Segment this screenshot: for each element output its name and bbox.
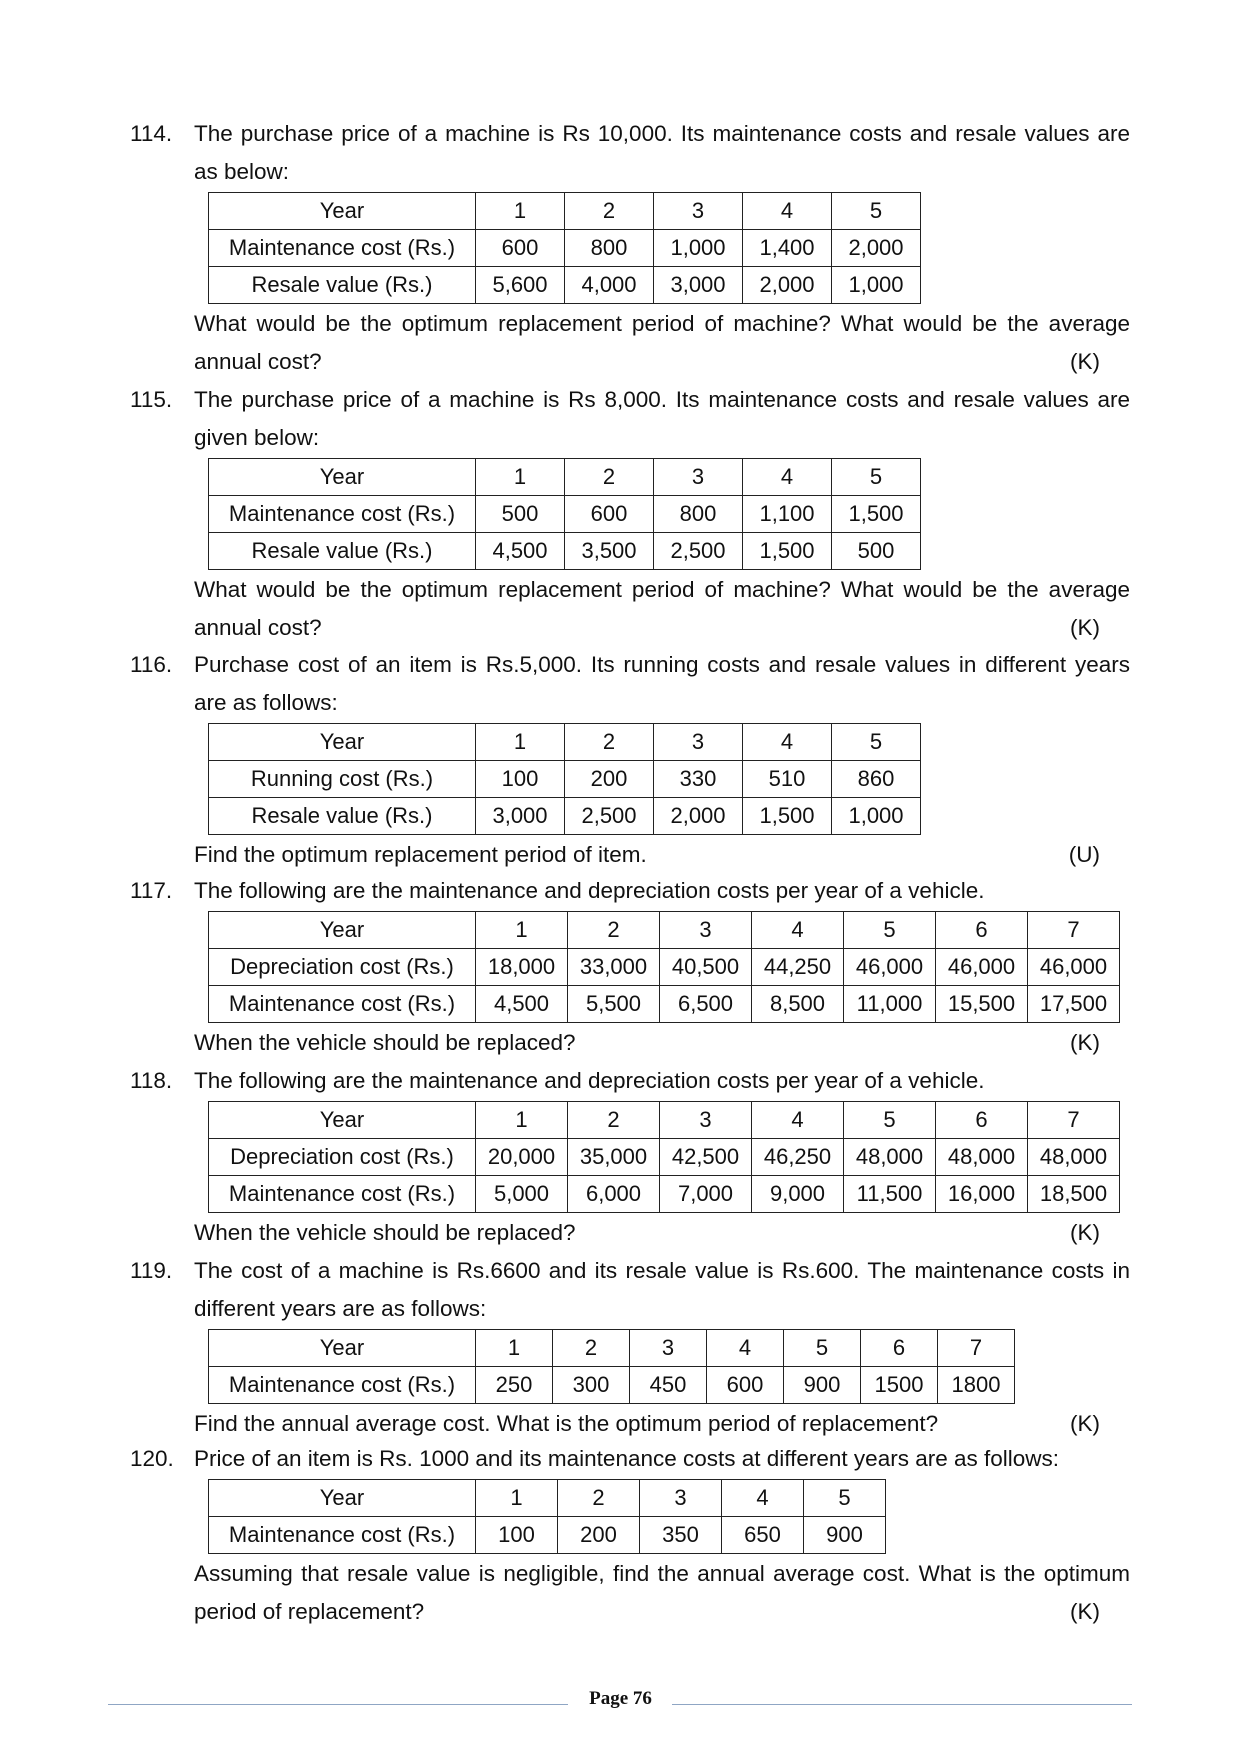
table-cell: 1,400 bbox=[743, 230, 832, 267]
table-cell: 1,100 bbox=[743, 496, 832, 533]
table-cell: 48,000 bbox=[1028, 1139, 1120, 1176]
table-cell: 5 bbox=[832, 193, 921, 230]
table-cell: Year bbox=[209, 193, 476, 230]
table-cell: 1 bbox=[476, 459, 565, 496]
table-cell: 1 bbox=[476, 1102, 568, 1139]
table-row bbox=[209, 496, 921, 533]
table-row bbox=[209, 230, 921, 267]
table-cell: 1,000 bbox=[832, 798, 921, 835]
question-115 bbox=[130, 381, 1130, 647]
data-table bbox=[208, 458, 921, 570]
table-row bbox=[209, 949, 1120, 986]
question-text: When the vehicle should be replaced? bbox=[194, 1030, 576, 1055]
table-cell: 6 bbox=[936, 1102, 1028, 1139]
table-cell: 600 bbox=[707, 1367, 784, 1404]
question-number: 120. bbox=[130, 1446, 174, 1471]
table-row bbox=[209, 1102, 1120, 1139]
table-cell: 3 bbox=[654, 459, 743, 496]
table-cell: Maintenance cost (Rs.) bbox=[209, 1176, 476, 1213]
table-row bbox=[209, 912, 1120, 949]
table-row bbox=[209, 459, 921, 496]
table-cell: 2,000 bbox=[832, 230, 921, 267]
table-cell: 4 bbox=[707, 1330, 784, 1367]
table-cell: 330 bbox=[654, 761, 743, 798]
table-cell: 1 bbox=[476, 912, 568, 949]
table-cell: 200 bbox=[565, 761, 654, 798]
table-cell: 1,000 bbox=[654, 230, 743, 267]
table-cell: 3,000 bbox=[476, 798, 565, 835]
page-footer bbox=[0, 1688, 1241, 1718]
table-cell: 6 bbox=[936, 912, 1028, 949]
table-row bbox=[209, 193, 921, 230]
table-cell: 4 bbox=[743, 459, 832, 496]
table-cell: 3 bbox=[630, 1330, 707, 1367]
table-cell: 4 bbox=[743, 193, 832, 230]
question-120 bbox=[130, 1440, 1130, 1631]
table-cell: 6 bbox=[861, 1330, 938, 1367]
difficulty-tag: (K) bbox=[1070, 349, 1100, 374]
table-cell: 250 bbox=[476, 1367, 553, 1404]
table-cell: 500 bbox=[476, 496, 565, 533]
table-cell: 6,500 bbox=[660, 986, 752, 1023]
table-cell: 5 bbox=[784, 1330, 861, 1367]
table-cell: 2 bbox=[565, 193, 654, 230]
question-116 bbox=[130, 646, 1130, 874]
table-cell: 4,000 bbox=[565, 267, 654, 304]
difficulty-tag: (K) bbox=[1070, 1599, 1100, 1624]
table-cell: Maintenance cost (Rs.) bbox=[209, 230, 476, 267]
question-text: are as follows: bbox=[194, 690, 338, 715]
question-text: Purchase cost of an item is Rs.5,000. Its running costs and resale values in different years bbox=[194, 652, 1130, 677]
table-cell: 300 bbox=[553, 1367, 630, 1404]
table-cell: 7 bbox=[938, 1330, 1015, 1367]
table-cell: 7 bbox=[1028, 912, 1120, 949]
table-row bbox=[209, 798, 921, 835]
data-table bbox=[208, 911, 1120, 1023]
question-text: What would be the optimum replacement period of machine? What would be the average bbox=[194, 311, 1130, 336]
table-cell: 46,000 bbox=[936, 949, 1028, 986]
table-cell: 5,500 bbox=[568, 986, 660, 1023]
table-cell: 100 bbox=[476, 1517, 558, 1554]
table-cell: 11,000 bbox=[844, 986, 936, 1023]
table-cell: 2 bbox=[568, 1102, 660, 1139]
table-cell: 46,000 bbox=[1028, 949, 1120, 986]
table-cell: 1 bbox=[476, 1480, 558, 1517]
difficulty-tag: (K) bbox=[1070, 1220, 1100, 1245]
table-cell: Year bbox=[209, 1480, 476, 1517]
table-cell: 3 bbox=[660, 912, 752, 949]
question-text: The following are the maintenance and depreciation costs per year of a vehicle. bbox=[194, 1068, 985, 1093]
table-cell: 18,000 bbox=[476, 949, 568, 986]
table-cell: 44,250 bbox=[752, 949, 844, 986]
table-cell: 7,000 bbox=[660, 1176, 752, 1213]
table-cell: 6,000 bbox=[568, 1176, 660, 1213]
table-cell: Year bbox=[209, 1102, 476, 1139]
table-cell: 35,000 bbox=[568, 1139, 660, 1176]
table-cell: 860 bbox=[832, 761, 921, 798]
table-cell: 3,500 bbox=[565, 533, 654, 570]
question-119 bbox=[130, 1252, 1130, 1443]
table-cell: 350 bbox=[640, 1517, 722, 1554]
table-row bbox=[209, 267, 921, 304]
table-cell: 3 bbox=[654, 193, 743, 230]
table-cell: 48,000 bbox=[844, 1139, 936, 1176]
data-table bbox=[208, 1101, 1120, 1213]
table-cell: 48,000 bbox=[936, 1139, 1028, 1176]
table-cell: Maintenance cost (Rs.) bbox=[209, 496, 476, 533]
question-number: 115. bbox=[130, 387, 173, 412]
table-cell: 2,000 bbox=[743, 267, 832, 304]
table-cell: 5 bbox=[832, 459, 921, 496]
question-text: The purchase price of a machine is Rs 8,000. Its maintenance costs and resale values are bbox=[194, 387, 1130, 412]
table-cell: Depreciation cost (Rs.) bbox=[209, 949, 476, 986]
table-cell: 3 bbox=[654, 724, 743, 761]
data-table bbox=[208, 192, 921, 304]
table-cell: 1 bbox=[476, 1330, 553, 1367]
table-cell: 900 bbox=[804, 1517, 886, 1554]
table-cell: 18,500 bbox=[1028, 1176, 1120, 1213]
table-cell: 1,000 bbox=[832, 267, 921, 304]
table-cell: 1,500 bbox=[743, 798, 832, 835]
question-text: The purchase price of a machine is Rs 10,000. Its maintenance costs and resale values are bbox=[194, 121, 1130, 146]
table-row bbox=[209, 724, 921, 761]
question-117 bbox=[130, 872, 1130, 1062]
question-text: Find the annual average cost. What is the optimum period of replacement? bbox=[194, 1411, 939, 1436]
table-cell: 1500 bbox=[861, 1367, 938, 1404]
data-table bbox=[208, 1479, 886, 1554]
table-cell: 200 bbox=[558, 1517, 640, 1554]
table-cell: 2,000 bbox=[654, 798, 743, 835]
question-number: 118. bbox=[130, 1068, 173, 1093]
table-cell: 2 bbox=[565, 459, 654, 496]
table-cell: Year bbox=[209, 724, 476, 761]
table-cell: 46,000 bbox=[844, 949, 936, 986]
question-114 bbox=[130, 115, 1130, 381]
question-text: Find the optimum replacement period of item. bbox=[194, 842, 647, 867]
table-cell: 600 bbox=[476, 230, 565, 267]
table-cell: 9,000 bbox=[752, 1176, 844, 1213]
table-cell: 2 bbox=[568, 912, 660, 949]
question-text: Assuming that resale value is negligible, find the annual average cost. What is the optimum bbox=[194, 1561, 1130, 1586]
table-cell: 4 bbox=[743, 724, 832, 761]
table-cell: 450 bbox=[630, 1367, 707, 1404]
table-cell: 46,250 bbox=[752, 1139, 844, 1176]
table-row bbox=[209, 1176, 1120, 1213]
table-cell: 15,500 bbox=[936, 986, 1028, 1023]
table-cell: 800 bbox=[654, 496, 743, 533]
question-text: The following are the maintenance and depreciation costs per year of a vehicle. bbox=[194, 878, 985, 903]
question-text: annual cost? bbox=[194, 349, 322, 374]
table-row bbox=[209, 1330, 1015, 1367]
question-text: Price of an item is Rs. 1000 and its maintenance costs at different years are as follows: bbox=[194, 1446, 1060, 1471]
table-cell: Year bbox=[209, 912, 476, 949]
table-cell: 16,000 bbox=[936, 1176, 1028, 1213]
table-cell: Year bbox=[209, 459, 476, 496]
table-row bbox=[209, 761, 921, 798]
data-table bbox=[208, 723, 921, 835]
table-cell: 500 bbox=[832, 533, 921, 570]
table-cell: 4 bbox=[722, 1480, 804, 1517]
table-row bbox=[209, 533, 921, 570]
table-row bbox=[209, 1367, 1015, 1404]
table-cell: 800 bbox=[565, 230, 654, 267]
table-cell: 2,500 bbox=[654, 533, 743, 570]
table-cell: 900 bbox=[784, 1367, 861, 1404]
question-number: 117. bbox=[130, 878, 173, 903]
difficulty-tag: (K) bbox=[1070, 1030, 1100, 1055]
table-cell: 5 bbox=[832, 724, 921, 761]
question-118 bbox=[130, 1062, 1130, 1252]
table-row bbox=[209, 986, 1120, 1023]
table-cell: 1,500 bbox=[743, 533, 832, 570]
question-number: 119. bbox=[130, 1258, 173, 1283]
table-cell: 5 bbox=[844, 912, 936, 949]
difficulty-tag: (K) bbox=[1070, 615, 1100, 640]
question-text: annual cost? bbox=[194, 615, 322, 640]
table-cell: Running cost (Rs.) bbox=[209, 761, 476, 798]
table-cell: 42,500 bbox=[660, 1139, 752, 1176]
question-text: The cost of a machine is Rs.6600 and its resale value is Rs.600. The maintenance costs in bbox=[194, 1258, 1130, 1283]
table-row bbox=[209, 1517, 886, 1554]
table-cell: 17,500 bbox=[1028, 986, 1120, 1023]
table-cell: 1800 bbox=[938, 1367, 1015, 1404]
table-cell: Year bbox=[209, 1330, 476, 1367]
table-cell: 40,500 bbox=[660, 949, 752, 986]
question-number: 116. bbox=[130, 652, 173, 677]
table-cell: 2 bbox=[558, 1480, 640, 1517]
table-cell: 7 bbox=[1028, 1102, 1120, 1139]
table-cell: Resale value (Rs.) bbox=[209, 798, 476, 835]
data-table bbox=[208, 1329, 1015, 1404]
table-cell: 100 bbox=[476, 761, 565, 798]
table-cell: Maintenance cost (Rs.) bbox=[209, 1517, 476, 1554]
table-cell: 5 bbox=[804, 1480, 886, 1517]
table-cell: 5,000 bbox=[476, 1176, 568, 1213]
table-cell: 2,500 bbox=[565, 798, 654, 835]
table-cell: 4,500 bbox=[476, 986, 568, 1023]
table-cell: 5 bbox=[844, 1102, 936, 1139]
table-cell: 3,000 bbox=[654, 267, 743, 304]
table-cell: 3 bbox=[640, 1480, 722, 1517]
difficulty-tag: (U) bbox=[1068, 842, 1100, 867]
table-cell: 20,000 bbox=[476, 1139, 568, 1176]
table-cell: 3 bbox=[660, 1102, 752, 1139]
question-text: When the vehicle should be replaced? bbox=[194, 1220, 576, 1245]
table-row bbox=[209, 1139, 1120, 1176]
table-cell: 33,000 bbox=[568, 949, 660, 986]
table-cell: 600 bbox=[565, 496, 654, 533]
table-cell: 1 bbox=[476, 193, 565, 230]
table-cell: Maintenance cost (Rs.) bbox=[209, 1367, 476, 1404]
difficulty-tag: (K) bbox=[1070, 1411, 1100, 1436]
question-text: given below: bbox=[194, 425, 320, 450]
table-cell: 11,500 bbox=[844, 1176, 936, 1213]
table-cell: 5,600 bbox=[476, 267, 565, 304]
table-cell: Maintenance cost (Rs.) bbox=[209, 986, 476, 1023]
question-text: What would be the optimum replacement period of machine? What would be the average bbox=[194, 577, 1130, 602]
table-cell: Resale value (Rs.) bbox=[209, 533, 476, 570]
question-number: 114. bbox=[130, 121, 173, 146]
table-cell: 4,500 bbox=[476, 533, 565, 570]
question-text: as below: bbox=[194, 159, 290, 184]
table-cell: 4 bbox=[752, 1102, 844, 1139]
table-row bbox=[209, 1480, 886, 1517]
table-cell: 1,500 bbox=[832, 496, 921, 533]
table-cell: Depreciation cost (Rs.) bbox=[209, 1139, 476, 1176]
table-cell: 4 bbox=[752, 912, 844, 949]
table-cell: 1 bbox=[476, 724, 565, 761]
table-cell: 510 bbox=[743, 761, 832, 798]
table-cell: Resale value (Rs.) bbox=[209, 267, 476, 304]
page-number: Page 76 bbox=[579, 1688, 662, 1709]
table-cell: 2 bbox=[553, 1330, 630, 1367]
table-cell: 650 bbox=[722, 1517, 804, 1554]
table-cell: 2 bbox=[565, 724, 654, 761]
table-cell: 8,500 bbox=[752, 986, 844, 1023]
question-text: period of replacement? bbox=[194, 1599, 425, 1624]
question-text: different years are as follows: bbox=[194, 1296, 487, 1321]
